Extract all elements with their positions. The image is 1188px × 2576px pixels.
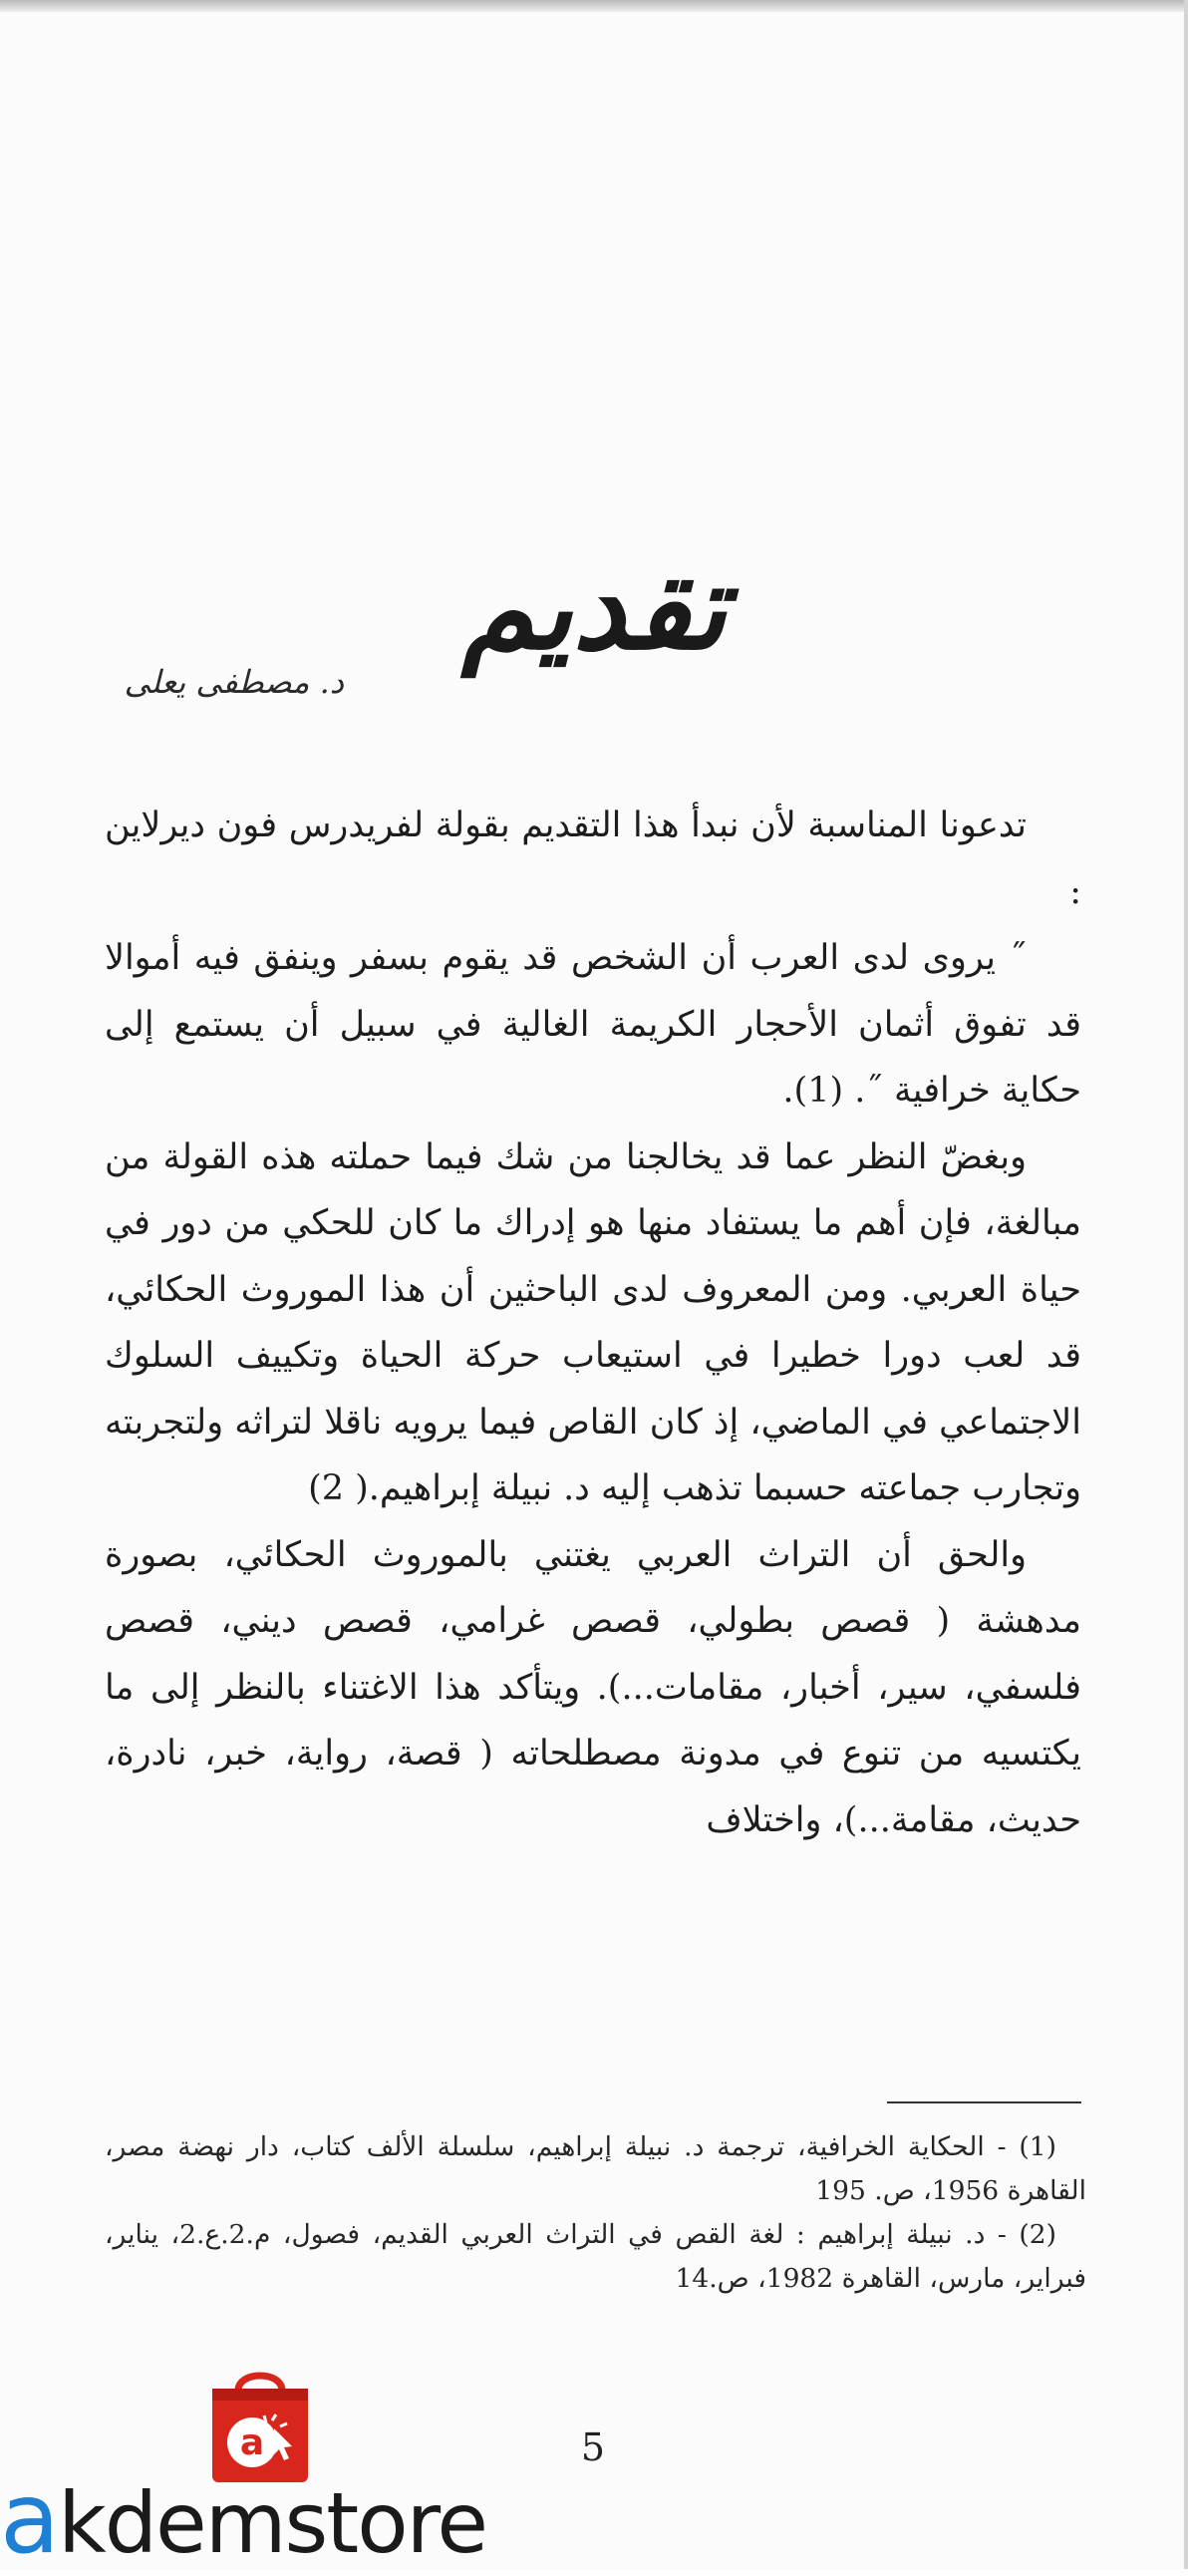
footnotes bbox=[105, 2125, 1086, 2301]
author-name: د. مصطفى يعلى bbox=[124, 663, 344, 701]
footnote-separator bbox=[887, 2101, 1081, 2103]
paragraph: تدعونا المناسبة لأن نبدأ هذا التقديم بقولة لفريدرس فون ديرلاين : bbox=[105, 805, 1081, 912]
click-spark bbox=[264, 2415, 266, 2422]
chapter-title: تقديم bbox=[461, 537, 727, 677]
footnote-1: (1) - الحكاية الخرافية، ترجمة د. نبيلة إبراهيم، سلسلة الألف كتاب، دار نهضة مصر، القاهرة 1956، ص. 195 bbox=[105, 2131, 1086, 2206]
brand-rest: kdemstore bbox=[58, 2474, 486, 2572]
scan-edge-top bbox=[0, 0, 1188, 12]
bag-handle bbox=[238, 2376, 282, 2391]
paragraph: والحق أن التراث العربي يغتني بالموروث الحكائي، بصورة مدهشة ( قصص بطولي، قصص غرامي، قصص ديني، قصص فلسفي، سير، أخبار، مقامات...). ويتأكد هذا الاغتناء بالنظر إلى ما يكتسيه من تنوع في مدونة مصطلحاته ( قصة، رواية، خبر، نادرة، حديث، مقامة...)، واختلاف bbox=[105, 1534, 1081, 1840]
quotation-paragraph: ˝ يروى لدى العرب أن الشخص قد يقوم بسفر وينفق فيه أموالا قد تفوق أثمان الأحجار الكريمة الغالية في سبيل أن يستمع إلى حكاية خرافية ˝. (1). bbox=[105, 938, 1081, 1111]
page-number: 5 bbox=[580, 2425, 606, 2469]
footnote-2: (2) - د. نبيلة إبراهيم : لغة القص في التراث العربي القديم، فصول، م.2.ع.2، يناير، فبراير، مارس، القاهرة 1982، ص.14 bbox=[105, 2219, 1086, 2294]
paragraph: وبغضّ النظر عما قد يخالجنا من شك فيما حملته هذه القولة من مبالغة، فإن أهم ما يستفاد منها هو إدراك ما كان للحكي من دور في حياة العربي. ومن المعروف لدى الباحثين أن هذا الموروث الحكائي، قد لعب دورا خطيرا في استيعاب حركة الحياة وتكييف السلوك الاجتماعي في الماضي، إذ كان القاص فيما يرويه ناقلا لتراثه ولتجربته وتجارب جماعته حسبما تذهب إليه د. نبيلة إبراهيم.( 2) bbox=[105, 1136, 1081, 1508]
body-text bbox=[105, 793, 1081, 1853]
scan-edge-right bbox=[1184, 0, 1188, 2569]
brand-first-letter: a bbox=[0, 2462, 59, 2576]
bag-top-band bbox=[212, 2389, 308, 2401]
bag-letter: a bbox=[239, 2422, 265, 2463]
akdemstore-watermark bbox=[0, 2462, 538, 2576]
shopping-bag-logo-icon bbox=[204, 2363, 316, 2487]
